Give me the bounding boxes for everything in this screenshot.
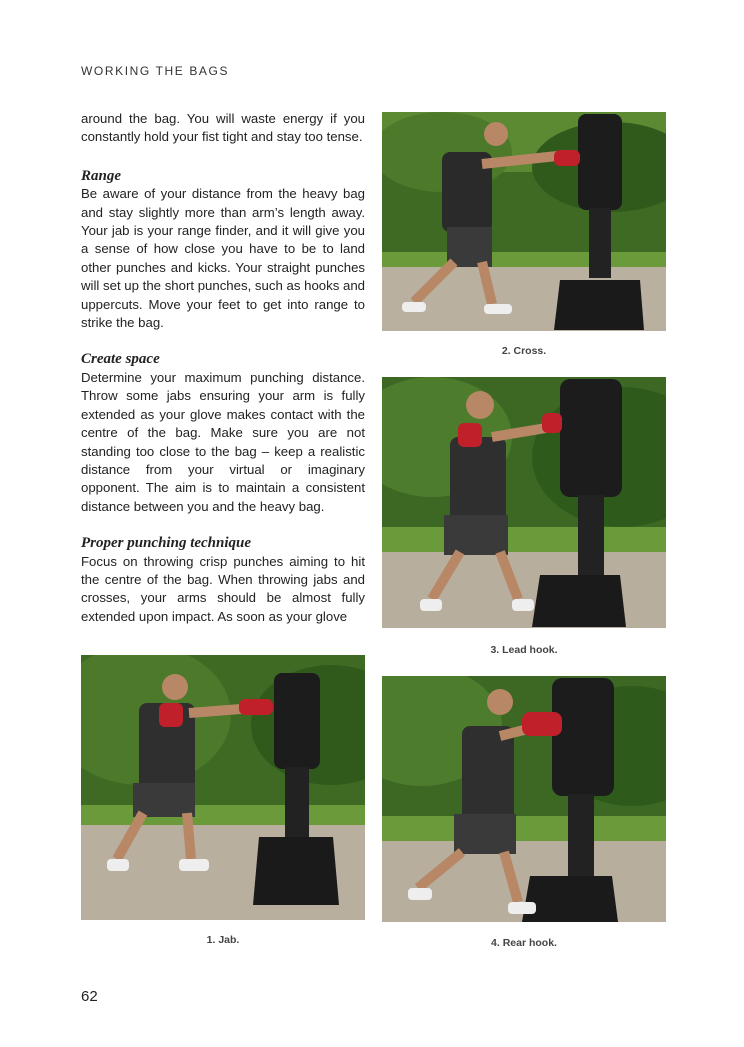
photo-jab [81, 655, 365, 920]
photo-lead-hook [382, 377, 666, 628]
page-number: 62 [81, 988, 98, 1005]
heading-range: Range [81, 167, 122, 184]
paragraph-punching-technique: Focus on throwing crisp punches aiming to hit the centre of the bag. When throwing jabs and crosses, your arms should be almost fully extended upon impact. As soon as your glove [81, 553, 365, 624]
caption-jab: 1. Jab. [206, 934, 240, 946]
paragraph-intro: around the bag. You will waste energy if you constantly hold your fist tight and stay too tense. [81, 111, 365, 145]
photo-rear-hook [382, 676, 666, 922]
paragraph-create-space: Determine your maximum punching distance. Throw some jabs ensuring your arm is fully extended as your glove makes contact with the centre of the bag. Make sure you are not standing too close to the bag – keep a realistic distance from your virtual or imaginary opponent. The aim is to maintain a consistent distance between you and the heavy bag. [81, 369, 365, 514]
heading-punching-technique: Proper punching technique [81, 535, 252, 552]
running-head: WORKING THE BAGS [81, 64, 230, 78]
caption-rear-hook: 4. Rear hook. [491, 937, 557, 949]
body-text-column [81, 110, 365, 626]
caption-cross: 2. Cross. [501, 345, 547, 357]
paragraph-range: Be aware of your distance from the heavy bag and stay slightly more than arm’s length away. Your jab is your range finder, and it will give you a sense of how close you have to be to land other punches and kicks. Your straight punches will set up the short punches, such as hooks and uppercuts. Move your feet to get into range to strike the bag. [81, 186, 365, 331]
caption-lead-hook: 3. Lead hook. [490, 644, 558, 656]
photo-cross [382, 112, 666, 331]
heading-create-space: Create space [81, 351, 160, 368]
